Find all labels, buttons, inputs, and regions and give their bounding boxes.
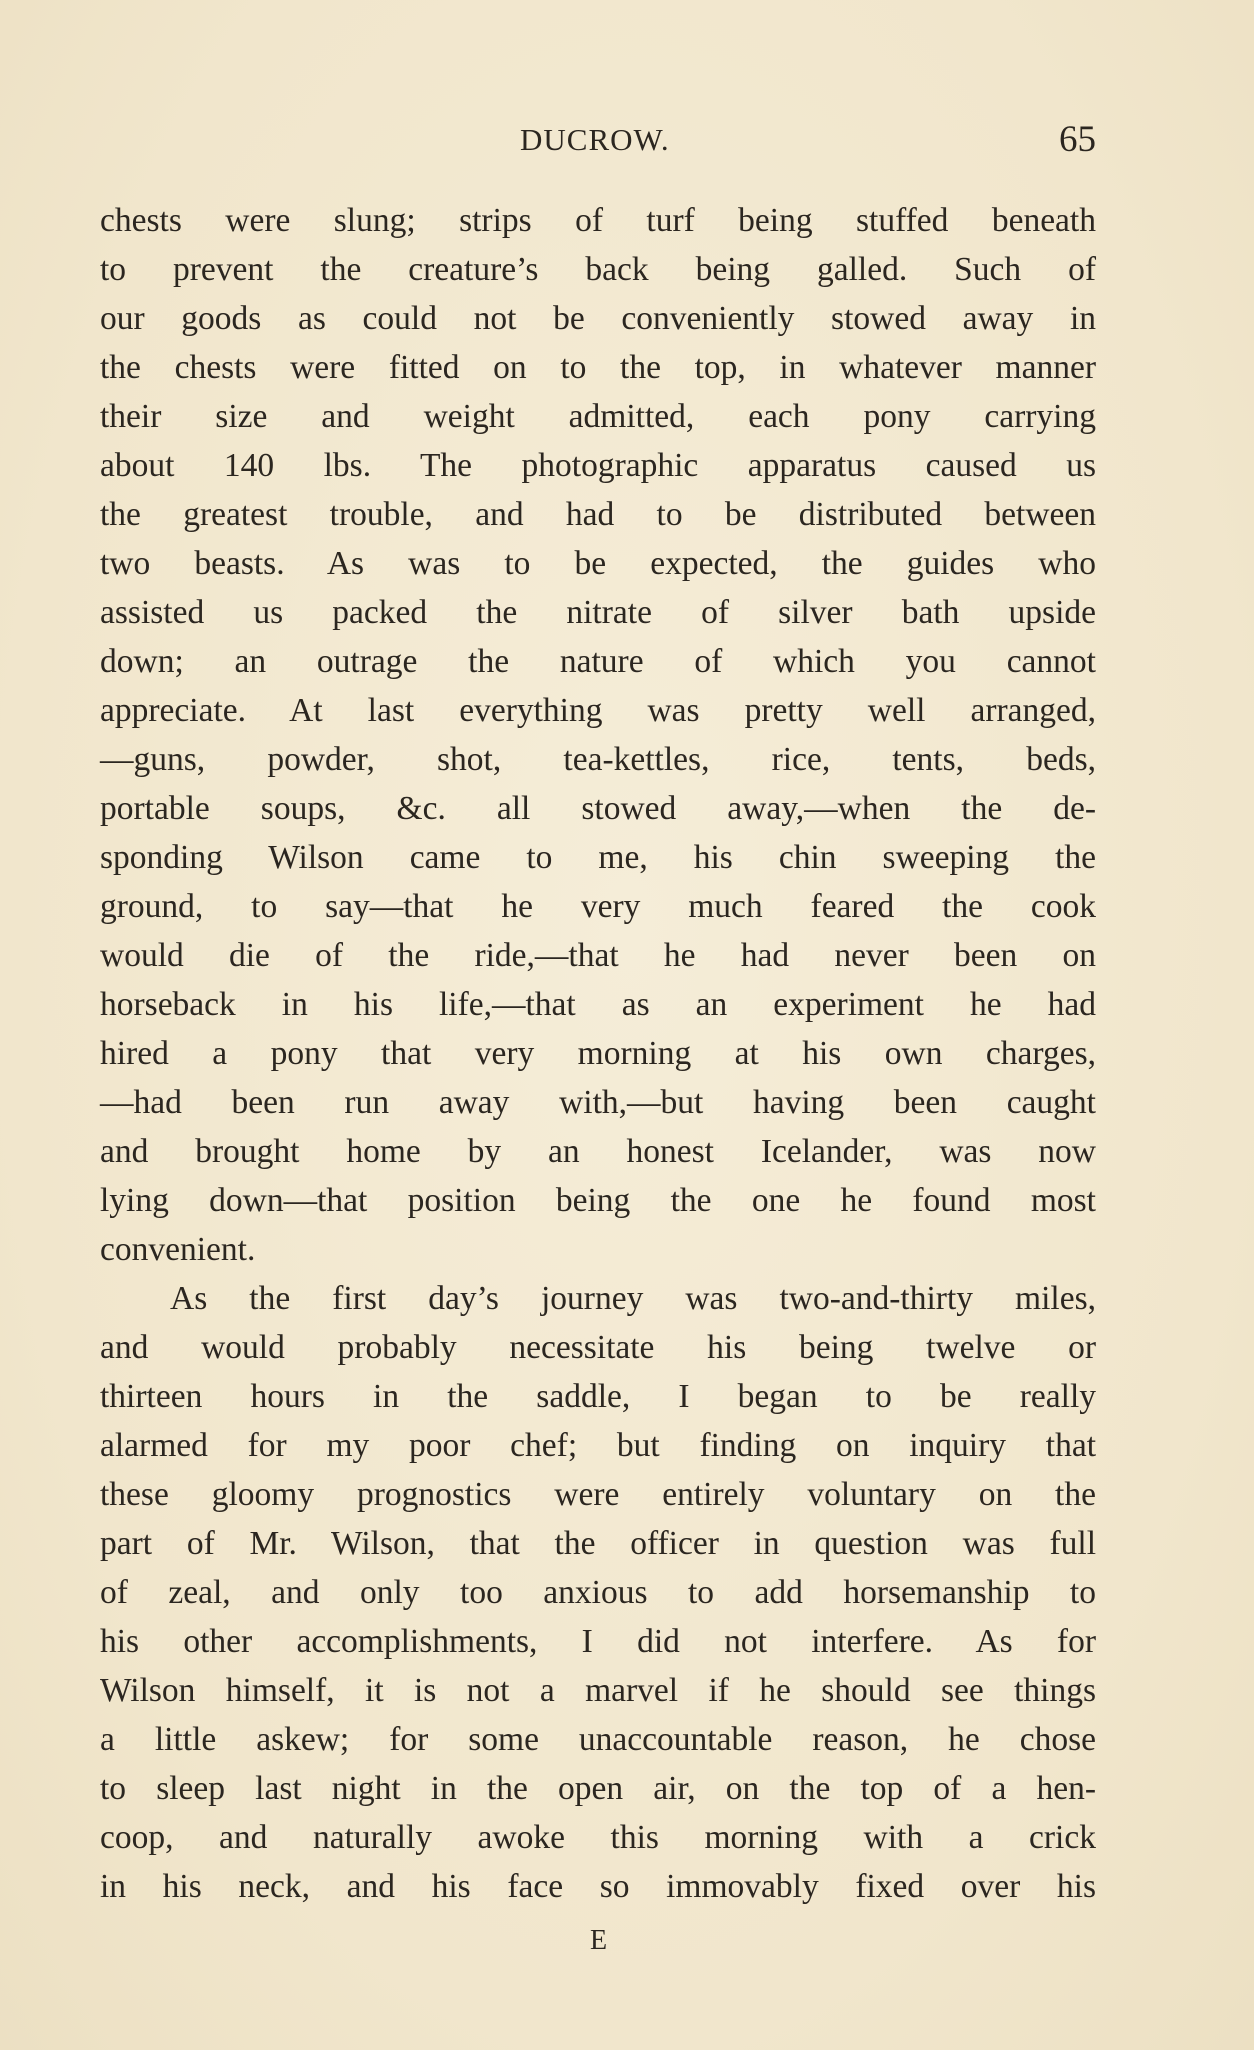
text-line: to prevent the creature’s back being galled. Such of (100, 251, 1096, 288)
text-line: ground, to say—that he very much feared the cook (100, 888, 1096, 925)
text-line: horseback in his life,—that as an experiment he had (100, 986, 1096, 1023)
page-number: 65 (1059, 119, 1096, 160)
text-line: a little askew; for some unaccountable reason, he chose (100, 1721, 1096, 1758)
paragraph-start-line: As the first day’s journey was two-and-thirty miles, (170, 1280, 1096, 1317)
text-line: to sleep last night in the open air, on the top of a hen- (100, 1770, 1096, 1807)
text-line: and would probably necessitate his being twelve or (100, 1329, 1096, 1366)
text-line: lying down—that position being the one he found most (100, 1182, 1096, 1219)
text-line: and brought home by an honest Icelander, was now (100, 1133, 1096, 1170)
text-line: would die of the ride,—that he had never been on (100, 937, 1096, 974)
text-line: —had been run away with,—but having been caught (100, 1084, 1096, 1121)
text-line: their size and weight admitted, each pony carrying (100, 398, 1096, 435)
text-line: in his neck, and his face so immovably fixed over his (100, 1868, 1096, 1905)
text-line: two beasts. As was to be expected, the guides who (100, 545, 1096, 582)
paragraph-end-line: convenient. (100, 1231, 256, 1268)
running-head: DUCROW. (520, 122, 670, 157)
text-line: assisted us packed the nitrate of silver bath upside (100, 594, 1096, 631)
page-header (100, 119, 1096, 162)
text-line: —guns, powder, shot, tea-kettles, rice, tents, beds, (100, 741, 1096, 778)
text-line: hired a pony that very morning at his own charges, (100, 1035, 1096, 1072)
text-line: sponding Wilson came to me, his chin sweeping the (100, 839, 1096, 876)
text-line: portable soups, &c. all stowed away,—when the de- (100, 790, 1096, 827)
body-text (100, 196, 1096, 1911)
text-line: the chests were fitted on to the top, in whatever manner (100, 349, 1096, 386)
text-line: about 140 lbs. The photographic apparatus caused us (100, 447, 1096, 484)
text-line: the greatest trouble, and had to be distributed between (100, 496, 1096, 533)
text-line: these gloomy prognostics were entirely voluntary on the (100, 1476, 1096, 1513)
text-line: thirteen hours in the saddle, I began to be really (100, 1378, 1096, 1415)
text-line: appreciate. At last everything was pretty well arranged, (100, 692, 1096, 729)
text-line: coop, and naturally awoke this morning with a crick (100, 1819, 1096, 1856)
text-line: part of Mr. Wilson, that the officer in question was full (100, 1525, 1096, 1562)
text-line: his other accomplishments, I did not interfere. As for (100, 1623, 1096, 1660)
text-line: of zeal, and only too anxious to add horsemanship to (100, 1574, 1096, 1611)
signature-mark: E (590, 1925, 608, 1956)
text-line: alarmed for my poor chef; but finding on inquiry that (100, 1427, 1096, 1464)
text-line: our goods as could not be conveniently stowed away in (100, 300, 1096, 337)
text-line: down; an outrage the nature of which you cannot (100, 643, 1096, 680)
text-line: chests were slung; strips of turf being stuffed beneath (100, 202, 1096, 239)
text-line: Wilson himself, it is not a marvel if he should see things (100, 1672, 1096, 1709)
